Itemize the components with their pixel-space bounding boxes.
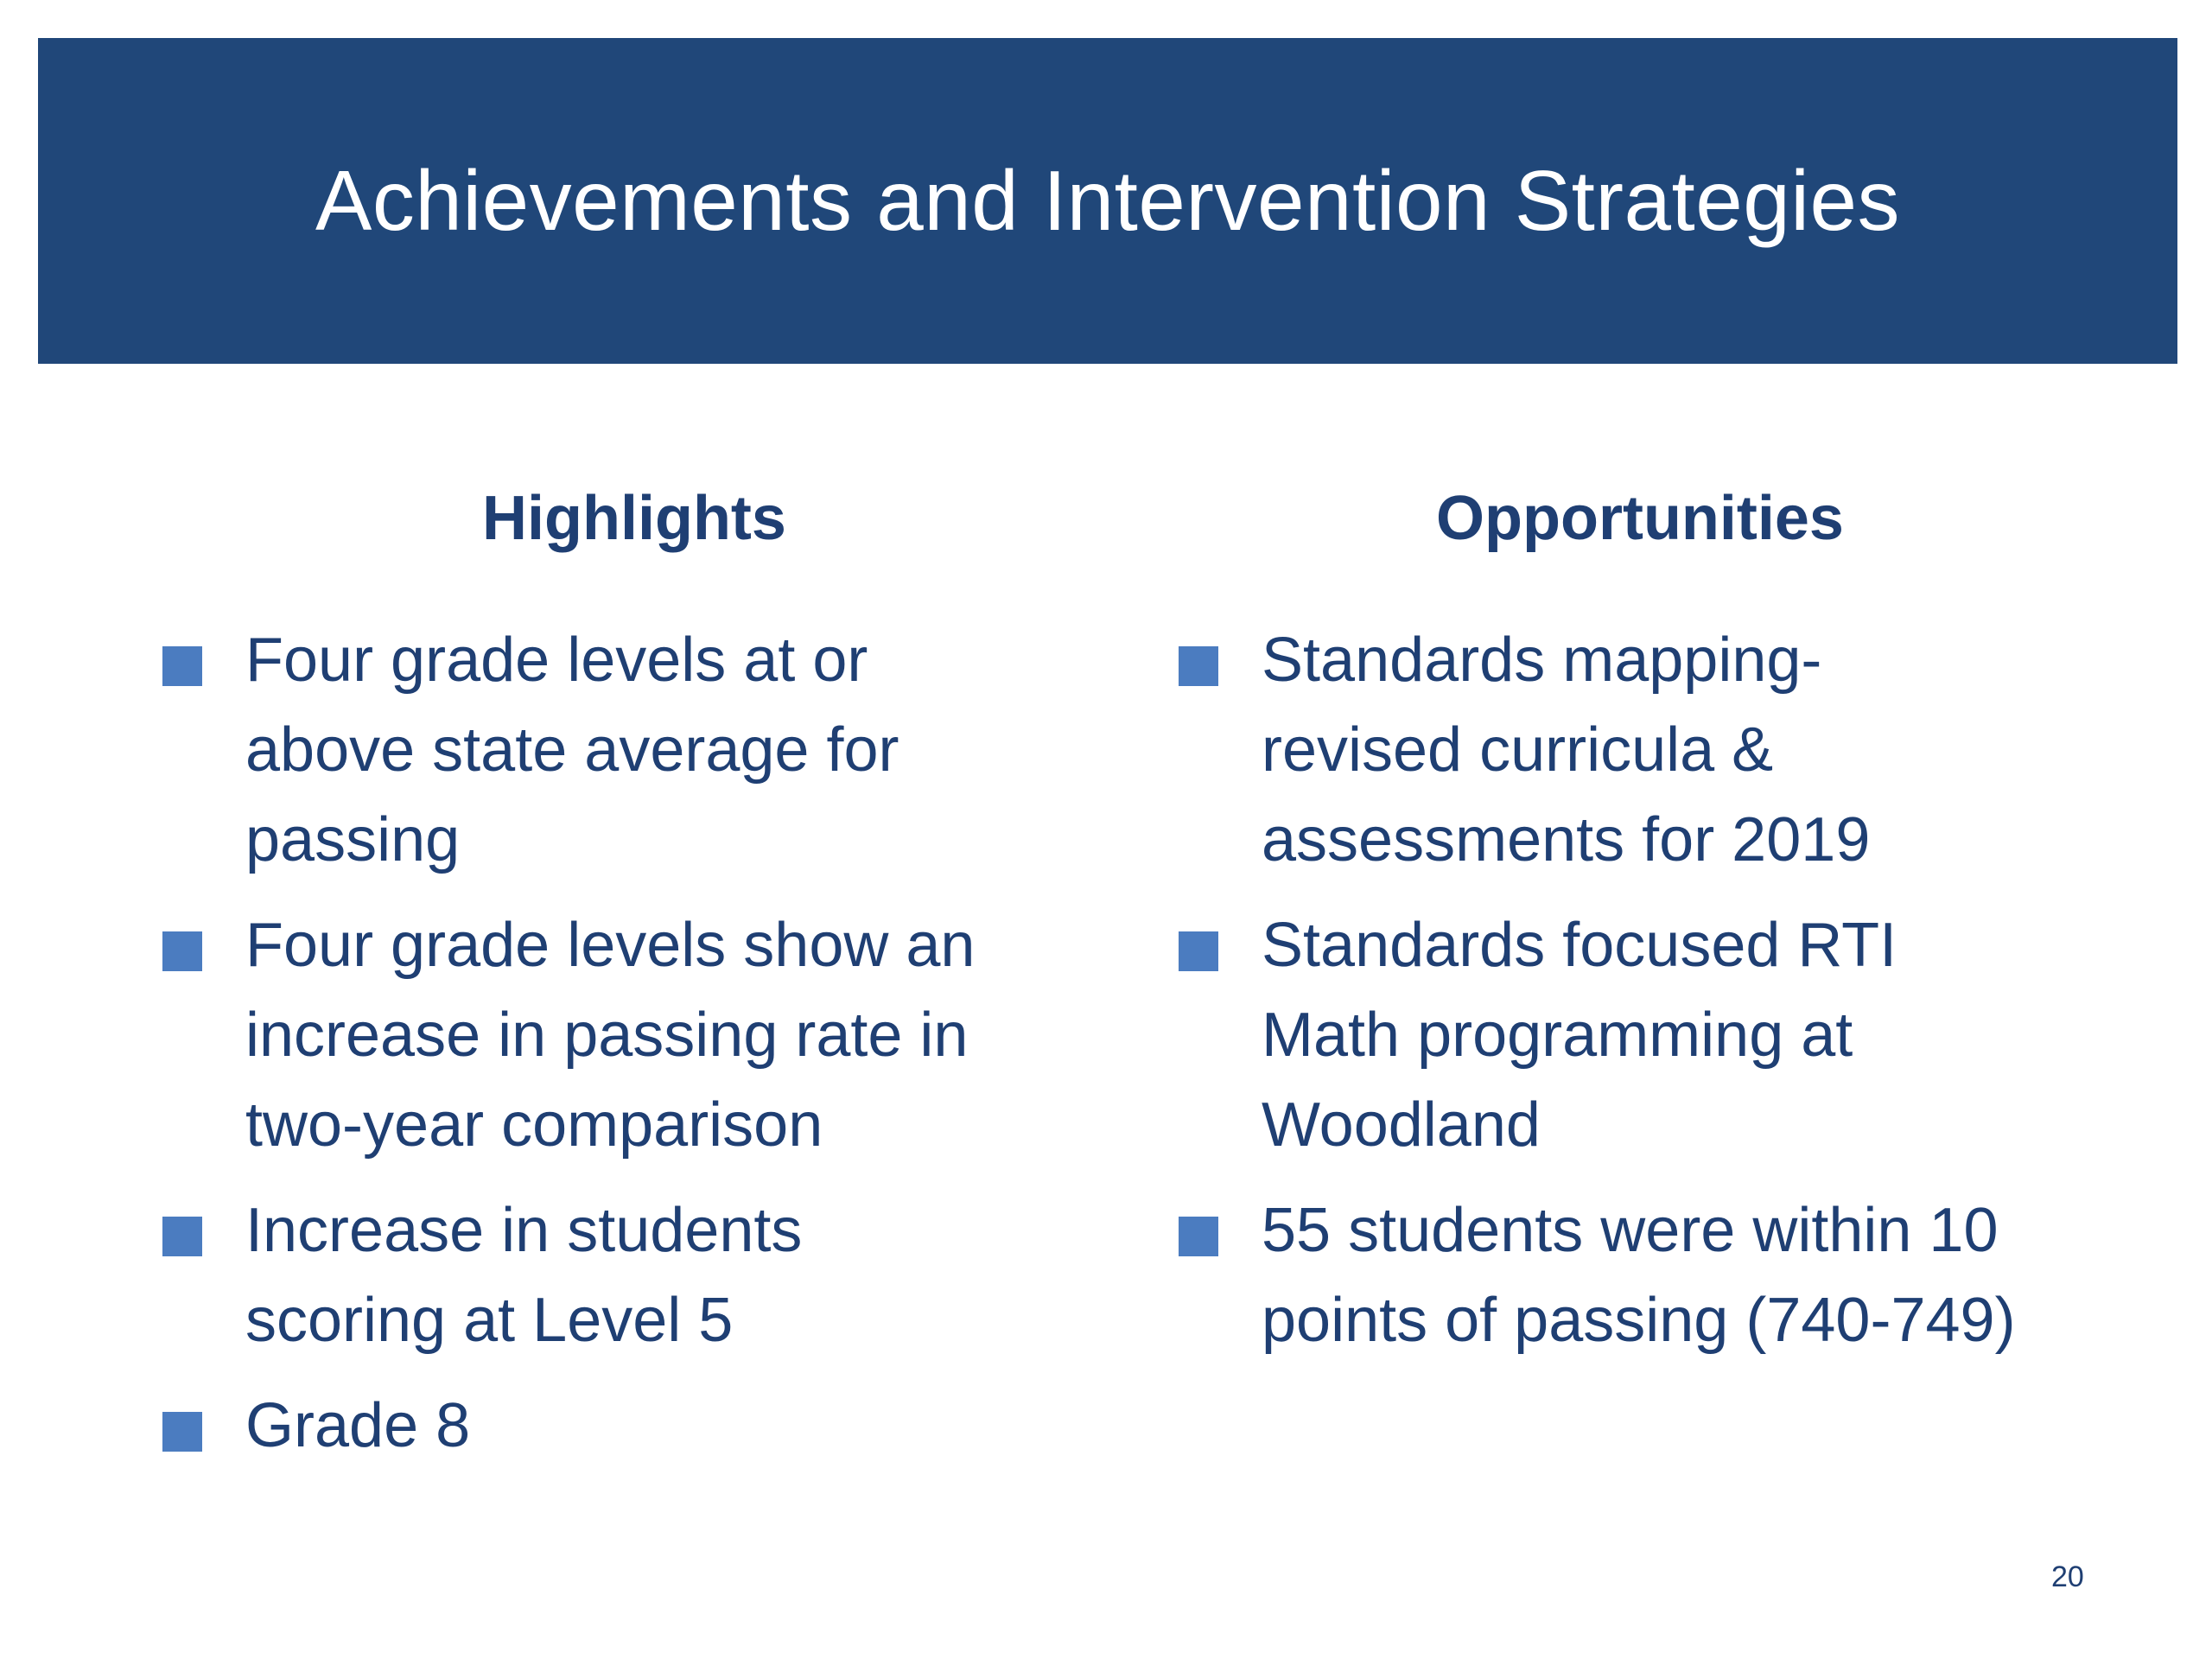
highlights-list [156,615,1106,1471]
list-item [156,615,1106,885]
list-item-text: Four grade levels show an increase in passing rate in two-year comparison [245,911,976,1160]
opportunities-column [1172,475,2157,1381]
list-item [156,1381,1106,1471]
square-bullet-icon [1179,646,1218,686]
list-item [1172,900,2157,1170]
opportunities-heading: Opportunities [1436,484,1844,553]
square-bullet-icon [162,931,202,971]
opportunities-list [1172,615,2157,1365]
list-item-text: Increase in students scoring at Level 5 [245,1196,803,1355]
list-item [156,1185,1106,1365]
list-item-text: Standards focused RTI Math programming at Woodland [1262,911,1897,1160]
highlights-column [156,475,1106,1486]
page-number: 20 [2051,1560,2084,1593]
slide-title: Achievements and Intervention Strategies [315,153,1901,248]
title-bar [38,38,2177,364]
square-bullet-icon [1179,931,1218,971]
square-bullet-icon [162,646,202,686]
square-bullet-icon [162,1412,202,1452]
list-item-text: 55 students were within 10 points of passing (740-749) [1262,1196,2016,1355]
list-item-text: Standards mapping- revised curricula & assessments for 2019 [1262,626,1871,874]
list-item [1172,1185,2157,1365]
list-item-text: Grade 8 [245,1391,471,1460]
square-bullet-icon [1179,1217,1218,1256]
list-item-text: Four grade levels at or above state average for passing [245,626,899,874]
list-item [156,900,1106,1170]
list-item [1172,615,2157,885]
square-bullet-icon [162,1217,202,1256]
highlights-heading: Highlights [482,484,786,553]
